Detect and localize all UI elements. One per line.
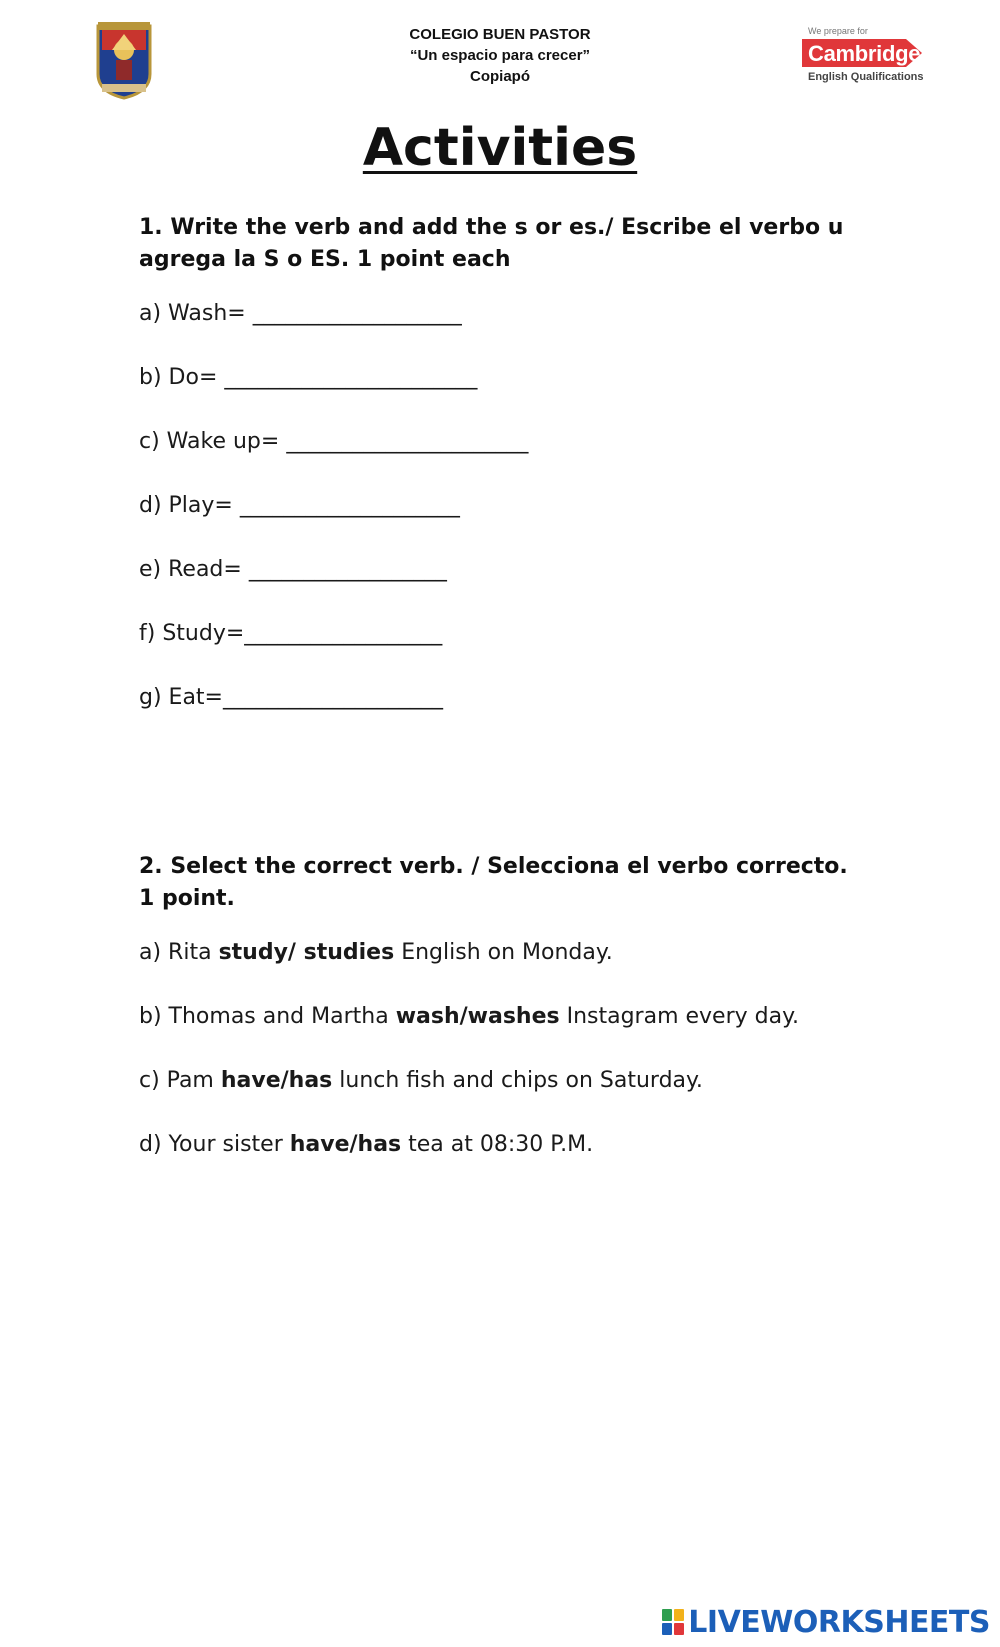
exercise-item-a[interactable]: a) Wash= ___________________ xyxy=(139,301,462,326)
select-item-c-options[interactable]: have/has xyxy=(220,1068,333,1093)
cambridge-logo xyxy=(802,26,932,96)
exercise-item-b[interactable]: b) Do= _______________________ xyxy=(139,365,478,390)
select-item-b-options[interactable]: wash/washes xyxy=(395,1004,560,1029)
school-crest-logo xyxy=(94,20,154,100)
exercise-item-e[interactable]: e) Read= __________________ xyxy=(139,557,447,582)
cambridge-banner xyxy=(802,39,920,67)
cambridge-top-text: We prepare for xyxy=(808,26,868,36)
select-item-d-post: tea at 08:30 P.M. xyxy=(401,1132,594,1157)
section-1-heading: 1. Write the verb and add the s or es./ Escribe el verbo u agrega la S o ES. 1 point each xyxy=(139,215,844,272)
school-motto: “Un espacio para crecer” xyxy=(409,47,591,64)
exercise-item-c[interactable]: c) Wake up= ______________________ xyxy=(139,429,529,454)
liveworksheets-brand: LIVEWORKSHEETS xyxy=(688,1604,990,1640)
select-item-c xyxy=(139,1065,859,1129)
select-item-c-pre: c) Pam xyxy=(139,1068,221,1093)
select-item-b-post: Instagram every day. xyxy=(559,1004,799,1029)
section-2-heading: 2. Select the correct verb. / Selecciona el verbo correcto. 1 point. xyxy=(139,854,848,911)
select-item-a-pre: a) Rita xyxy=(139,940,219,965)
document-header xyxy=(0,0,1000,110)
exercise-item-d[interactable]: d) Play= ____________________ xyxy=(139,493,460,518)
page-title: Activities xyxy=(362,118,638,178)
select-item-a-options[interactable]: study/ studies xyxy=(218,940,395,965)
cambridge-bottom-text: English Qualifications xyxy=(808,71,924,83)
select-item-b-pre: b) Thomas and Martha xyxy=(139,1004,396,1029)
school-name: COLEGIO BUEN PASTOR xyxy=(409,26,591,43)
select-item-c-post: lunch fish and chips on Saturday. xyxy=(332,1068,703,1093)
liveworksheets-icon xyxy=(662,1609,684,1635)
section-2 xyxy=(139,851,859,1193)
select-item-d-pre: d) Your sister xyxy=(139,1132,290,1157)
select-item-a xyxy=(139,937,859,1001)
cambridge-brand-text: Cambridge xyxy=(808,41,921,66)
select-item-a-post: English on Monday. xyxy=(394,940,613,965)
section-1 xyxy=(139,212,859,746)
liveworksheets-footer[interactable] xyxy=(662,1605,990,1639)
select-item-d-options[interactable]: have/has xyxy=(289,1132,402,1157)
select-item-d xyxy=(139,1129,859,1193)
select-item-b xyxy=(139,1001,859,1065)
exercise-item-f[interactable]: f) Study=__________________ xyxy=(139,621,443,646)
school-city: Copiapó xyxy=(470,68,530,85)
school-info xyxy=(300,24,700,87)
exercise-item-g[interactable]: g) Eat=____________________ xyxy=(139,685,443,710)
